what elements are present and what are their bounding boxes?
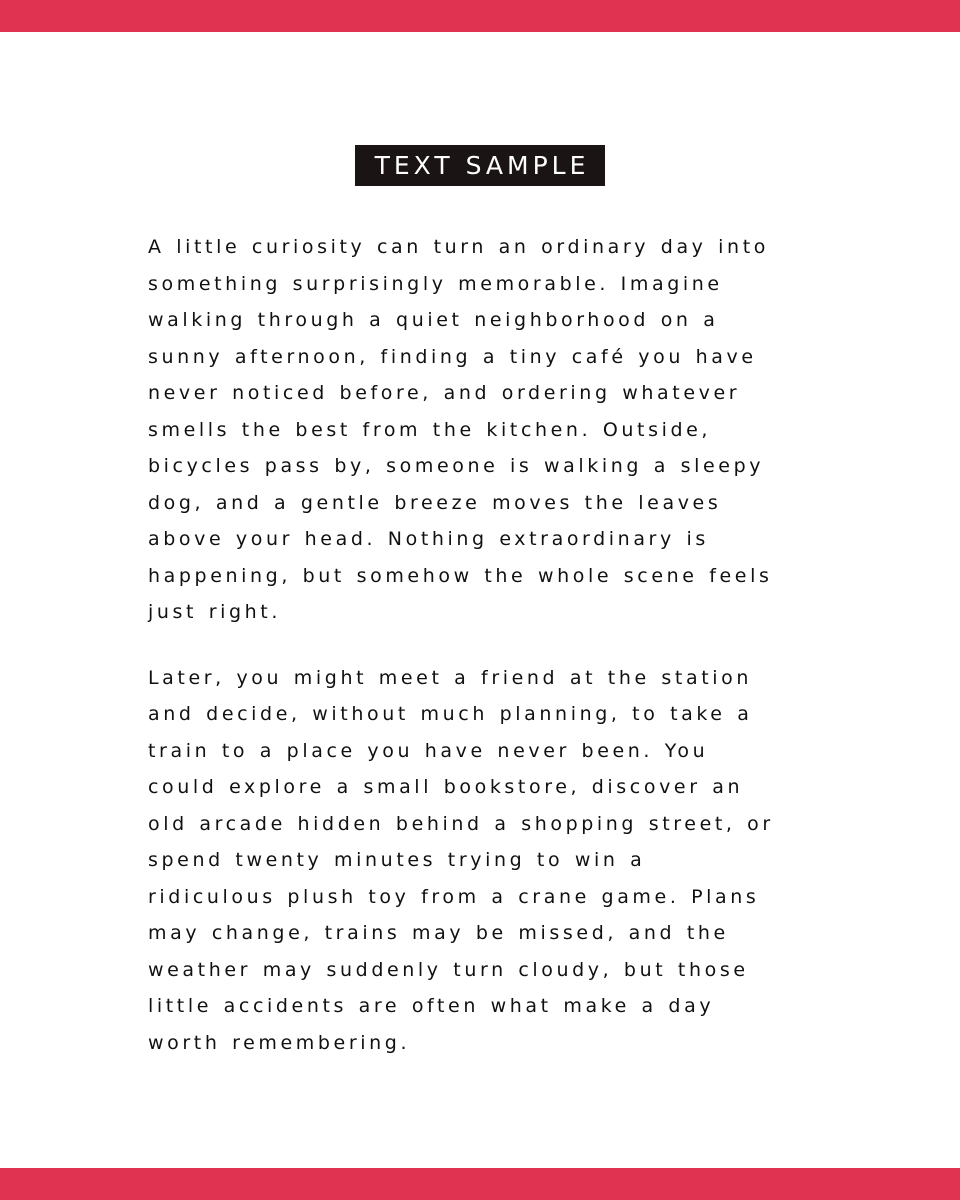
text-line: Later, you might meet a friend at the station	[148, 666, 752, 689]
text-line: above your head. Nothing extraordinary is	[148, 528, 709, 550]
text-line: A little curiosity can turn an ordinary day into	[148, 236, 769, 258]
text-line: and decide, without much planning, to take a	[148, 703, 753, 725]
body-text	[148, 229, 828, 1061]
title-container	[0, 145, 960, 186]
text-line: worth remembering.	[148, 1031, 411, 1054]
text-line: something surprisingly memorable. Imagine	[148, 272, 723, 295]
text-line: dog, and a gentle breeze moves the leaves	[148, 491, 722, 514]
text-line: never noticed before, and ordering whatever	[148, 382, 741, 404]
text-line: just right.	[148, 601, 281, 623]
paragraph-2	[148, 660, 828, 1062]
text-line: happening, but somehow the whole scene feels	[148, 564, 773, 587]
top-accent-bar	[0, 0, 960, 32]
bottom-accent-bar	[0, 1168, 960, 1200]
text-line: smells the best from the kitchen. Outside,	[148, 418, 712, 441]
text-line: weather may suddenly turn cloudy, but those	[148, 958, 749, 981]
paragraph-1	[148, 229, 828, 631]
text-line: train to a place you have never been. You	[148, 739, 709, 762]
text-line: sunny afternoon, finding a tiny café you have	[148, 345, 757, 368]
page-title: TEXT SAMPLE	[355, 145, 606, 186]
text-line: spend twenty minutes trying to win a	[148, 849, 646, 871]
text-line: little accidents are often what make a day	[148, 995, 715, 1017]
text-line: ridiculous plush toy from a crane game. Plans	[148, 885, 760, 908]
text-line: could explore a small bookstore, discover an	[148, 776, 744, 798]
text-line: bicycles pass by, someone is walking a sleepy	[148, 455, 765, 477]
text-line: old arcade hidden behind a shopping street, or	[148, 812, 774, 835]
text-line: may change, trains may be missed, and the	[148, 922, 729, 944]
text-line: walking through a quiet neighborhood on a	[148, 309, 719, 331]
